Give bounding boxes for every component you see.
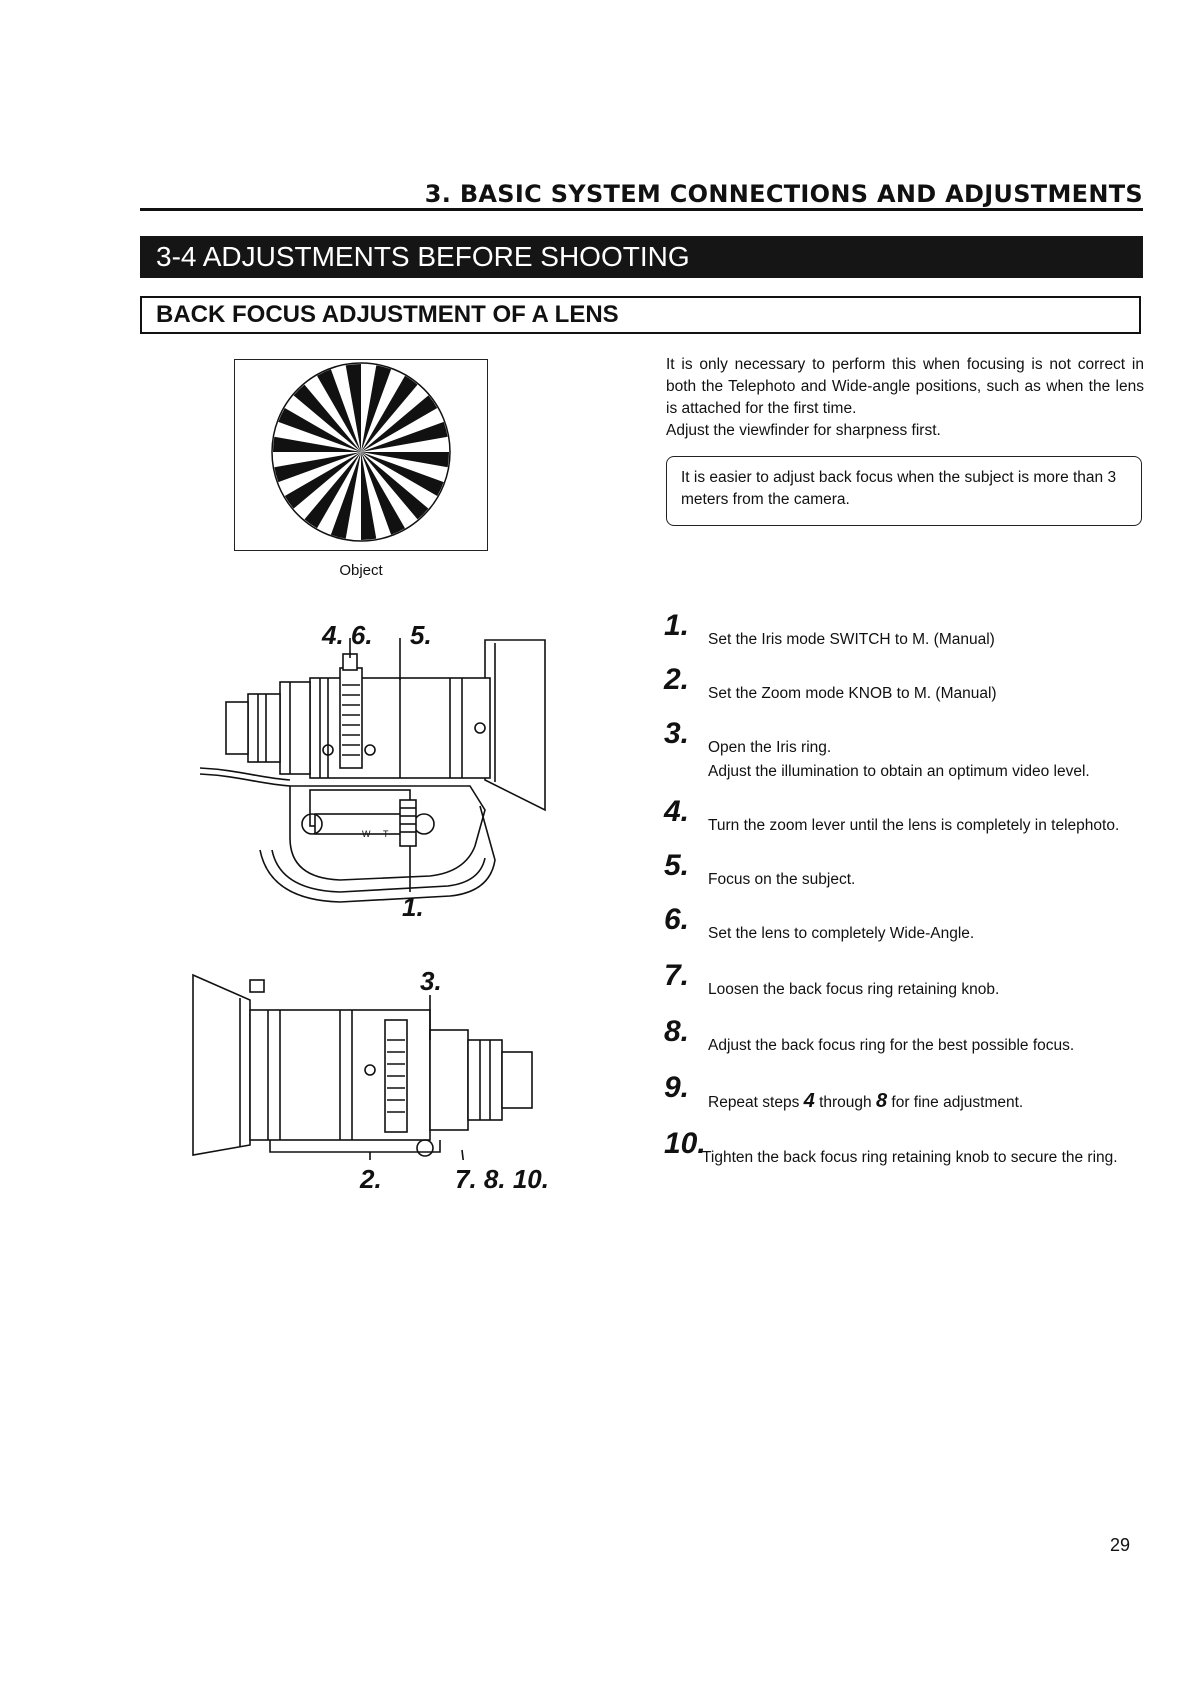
lens-rear-view-illustration (190, 960, 540, 1160)
step-number: 9. (664, 1071, 690, 1104)
intro-paragraph: Adjust the viewfinder for sharpness first. (666, 422, 941, 439)
step-number: 5. (664, 849, 690, 882)
switch-label-w: W (362, 829, 371, 839)
callout-1: 1. (402, 892, 424, 922)
subsection-title: BACK FOCUS ADJUSTMENT OF A LENS (156, 301, 619, 328)
step-number: 1. (664, 609, 690, 642)
step-number: 2. (664, 663, 690, 696)
starburst-wedge (294, 385, 361, 452)
step-text: Focus on the subject. (708, 871, 856, 888)
note-box (666, 456, 1142, 526)
intro-text (666, 354, 1144, 442)
step-text: Set the Zoom mode KNOB to M. (Manual) (708, 685, 997, 702)
step-text: Set the lens to completely Wide-Angle. (708, 925, 975, 942)
step-text: Open the Iris ring. (708, 739, 832, 756)
step-text: Tighten the back focus ring retaining knob to secure the ring. (702, 1149, 1118, 1166)
chapter-title: 3. BASIC SYSTEM CONNECTIONS AND ADJUSTMENTS (424, 180, 1143, 208)
switch-label-t: T (383, 829, 389, 839)
step-text: Adjust the back focus ring for the best possible focus. (708, 1037, 1075, 1054)
step-reference: 4 (803, 1090, 815, 1112)
object-figure-frame (234, 359, 488, 551)
step-number: 3. (664, 717, 690, 750)
section-title: 3-4 ADJUSTMENTS BEFORE SHOOTING (156, 241, 690, 272)
callout-4-6: 4. 6. (322, 620, 373, 650)
intro-paragraph: It is only necessary to perform this when focusing is not correct in both the Telephoto and Wide-angle positions, such as when the lens is attached for the first time. (666, 356, 1144, 417)
note-text: It is easier to adjust back focus when the subject is more than 3 meters from the camera. (681, 469, 1117, 508)
page-number: 29 (1110, 1535, 1131, 1555)
callout-2: 2. (360, 1164, 382, 1194)
step-reference: 8 (875, 1090, 888, 1112)
step-text: Turn the zoom lever until the lens is completely in telephoto. (708, 817, 1120, 834)
step-number: 4. (664, 795, 690, 828)
step-text: Set the Iris mode SWITCH to M. (Manual) (708, 631, 995, 648)
step-number: 6. (664, 903, 690, 936)
subsection-title-box (140, 296, 1141, 334)
callout-7-8-10: 7. 8. 10. (455, 1164, 549, 1194)
lens-side-view-illustration (200, 610, 560, 920)
step-text-continued: Adjust the illumination to obtain an optimum video level. (708, 763, 1090, 780)
step-number: 10. (664, 1127, 706, 1160)
header-rule (140, 208, 1143, 211)
step-text: Repeat steps 4 through 8 for fine adjustment. (708, 1090, 1024, 1112)
object-caption: Object (339, 562, 383, 579)
step-number: 8. (664, 1015, 690, 1048)
step-number: 7. (664, 959, 690, 992)
starburst-wedge (361, 452, 428, 519)
section-title-bar (140, 236, 1143, 278)
callout-5: 5. (410, 620, 432, 650)
callout-3: 3. (420, 966, 442, 996)
step-text: Loosen the back focus ring retaining knob. (708, 981, 1000, 998)
starburst-chart (235, 360, 486, 549)
starburst-pattern (273, 364, 449, 540)
